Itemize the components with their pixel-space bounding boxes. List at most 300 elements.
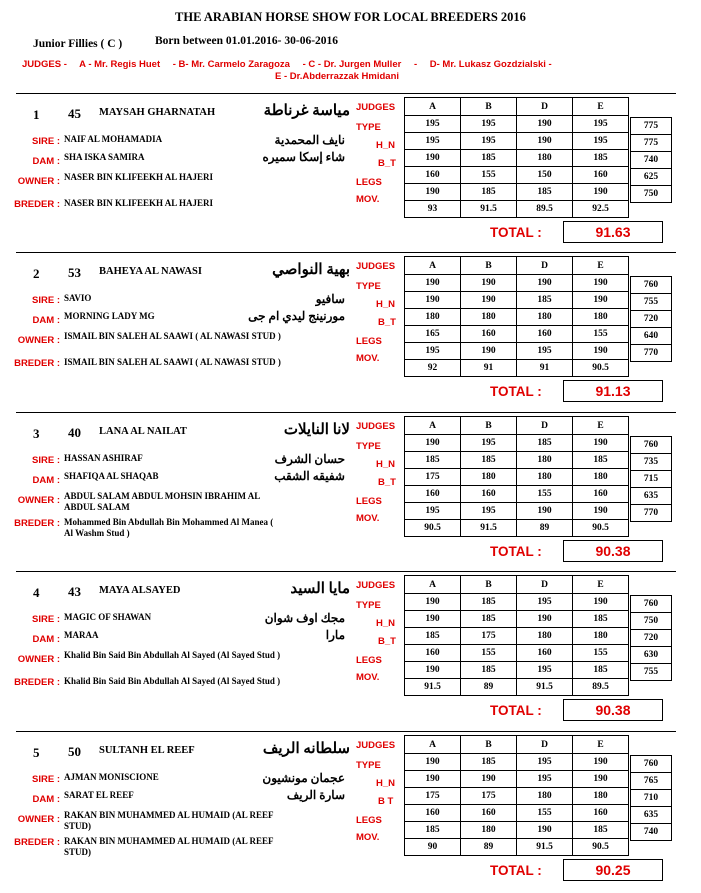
row-total-cell: 770 bbox=[631, 345, 672, 362]
owner-value: RAKAN BIN MUHAMMED AL HUMAID (AL REEF STUD) bbox=[64, 810, 274, 831]
sire-arabic: مجك اوف شوان bbox=[264, 611, 345, 625]
breeder-label: BREDER : bbox=[14, 518, 60, 529]
score-cell: 185 bbox=[517, 292, 573, 309]
row-totals bbox=[630, 117, 672, 203]
bt-label: B_T bbox=[378, 158, 396, 169]
sire-label: SIRE : bbox=[32, 295, 60, 306]
owner-value: NASER BIN KLIFEEKH AL HAJERI bbox=[64, 172, 214, 182]
average-cell: 91.5 bbox=[405, 679, 461, 696]
judge-column-header: E bbox=[573, 257, 629, 275]
score-cell: 160 bbox=[517, 645, 573, 662]
average-cell: 89.5 bbox=[573, 679, 629, 696]
score-row bbox=[405, 788, 629, 805]
score-cell: 185 bbox=[461, 184, 517, 201]
row-total-cell: 760 bbox=[631, 277, 672, 294]
row-total-cell: 710 bbox=[631, 790, 672, 807]
score-cell: 180 bbox=[517, 452, 573, 469]
type-label: TYPE bbox=[356, 122, 381, 133]
row-total-cell: 760 bbox=[631, 596, 672, 613]
score-cell: 185 bbox=[573, 611, 629, 628]
breeder-label: BREDER : bbox=[14, 677, 60, 688]
score-cell: 195 bbox=[461, 133, 517, 150]
row-total bbox=[631, 345, 672, 362]
judge-column-header: E bbox=[573, 576, 629, 594]
type-label: TYPE bbox=[356, 760, 381, 771]
score-cell: 190 bbox=[517, 503, 573, 520]
entry-1 bbox=[0, 95, 701, 255]
mov-label: MOV. bbox=[356, 672, 380, 683]
average-cell: 92 bbox=[405, 360, 461, 377]
score-cell: 195 bbox=[517, 662, 573, 679]
row-total-cell: 755 bbox=[631, 294, 672, 311]
row-total bbox=[631, 756, 672, 773]
score-row bbox=[405, 662, 629, 679]
entry-divider bbox=[16, 93, 676, 94]
score-cell: 160 bbox=[405, 486, 461, 503]
row-total-cell: 765 bbox=[631, 773, 672, 790]
score-cell: 185 bbox=[573, 662, 629, 679]
owner-value: Khalid Bin Said Bin Abdullah Al Sayed (Al Sayed Stud ) bbox=[64, 650, 281, 660]
score-cell: 180 bbox=[573, 788, 629, 805]
born-range: Born between 01.01.2016- 30-06-2016 bbox=[155, 35, 339, 47]
breeder-label: BREDER : bbox=[14, 837, 60, 848]
rank: 3 bbox=[33, 426, 40, 441]
dam-value: MARAA bbox=[64, 630, 99, 640]
rank: 5 bbox=[33, 745, 40, 760]
average-cell: 90.5 bbox=[405, 520, 461, 537]
judge-column-header: E bbox=[573, 736, 629, 754]
legs-label: LEGS bbox=[356, 815, 382, 826]
average-cell: 89 bbox=[517, 520, 573, 537]
score-row bbox=[405, 469, 629, 486]
owner-label: OWNER : bbox=[17, 176, 60, 187]
score-cell: 160 bbox=[461, 805, 517, 822]
hn-label: H_N bbox=[376, 459, 396, 470]
score-cell: 190 bbox=[573, 435, 629, 452]
sire-value: MAGIC OF SHAWAN bbox=[64, 612, 152, 622]
score-row bbox=[405, 452, 629, 469]
sire-value: NAIF AL MOHAMADIA bbox=[64, 134, 163, 144]
type-label: TYPE bbox=[356, 600, 381, 611]
score-table bbox=[404, 575, 629, 696]
score-row bbox=[405, 150, 629, 167]
row-total-cell: 640 bbox=[631, 328, 672, 345]
score-cell: 180 bbox=[517, 469, 573, 486]
score-cell: 190 bbox=[573, 771, 629, 788]
score-cell: 180 bbox=[573, 628, 629, 645]
sire-arabic: نايف المحمدية bbox=[274, 133, 345, 147]
score-cell: 195 bbox=[517, 594, 573, 611]
score-cell: 190 bbox=[573, 343, 629, 360]
score-cell: 185 bbox=[517, 435, 573, 452]
hn-label: H_N bbox=[376, 299, 396, 310]
score-cell: 190 bbox=[573, 275, 629, 292]
hn-label: H_N bbox=[376, 140, 396, 151]
score-cell: 150 bbox=[517, 167, 573, 184]
row-total-cell: 760 bbox=[631, 756, 672, 773]
row-total bbox=[631, 169, 672, 186]
row-total bbox=[631, 505, 672, 522]
breeder-value: Mohammed Bin Abdullah Bin Mohammed Al Manea ( Al Washm Stud ) bbox=[64, 517, 274, 538]
score-cell: 190 bbox=[405, 292, 461, 309]
score-cell: 180 bbox=[461, 309, 517, 326]
row-total-cell: 740 bbox=[631, 824, 672, 841]
score-cell: 190 bbox=[573, 184, 629, 201]
score-cell: 190 bbox=[405, 435, 461, 452]
score-cell: 190 bbox=[405, 771, 461, 788]
score-row bbox=[405, 133, 629, 150]
judge-column-header: E bbox=[573, 417, 629, 435]
sire-value: HASSAN ASHIRAF bbox=[64, 453, 143, 463]
row-total-cell: 630 bbox=[631, 647, 672, 664]
score-cell: 185 bbox=[517, 184, 573, 201]
legs-label: LEGS bbox=[356, 336, 382, 347]
catalog-number: 43 bbox=[68, 584, 81, 599]
row-total-cell: 735 bbox=[631, 454, 672, 471]
mov-label: MOV. bbox=[356, 194, 380, 205]
score-cell: 160 bbox=[461, 326, 517, 343]
judge-column-header: D bbox=[517, 736, 573, 754]
row-total bbox=[631, 488, 672, 505]
judge-column-header: D bbox=[517, 98, 573, 116]
judge-c: - C - Dr. Jurgen Muller bbox=[302, 59, 402, 70]
horse-name: SULTANH EL REEF bbox=[99, 745, 195, 756]
score-cell: 180 bbox=[461, 822, 517, 839]
score-row bbox=[405, 645, 629, 662]
average-cell: 91.5 bbox=[461, 201, 517, 218]
total-label: TOTAL : bbox=[490, 863, 542, 878]
legs-label: LEGS bbox=[356, 177, 382, 188]
owner-value: ABDUL SALAM ABDUL MOHSIN IBRAHIM AL ABDUL SALAM bbox=[64, 491, 260, 512]
sire-arabic: سافيو bbox=[315, 292, 345, 306]
score-row bbox=[405, 822, 629, 839]
score-cell: 190 bbox=[405, 150, 461, 167]
bt-label: B_T bbox=[378, 636, 396, 647]
breeder-label: BREDER : bbox=[14, 199, 60, 210]
dam-arabic: شاء إسكا سميره bbox=[262, 150, 345, 164]
breeder-value: RAKAN BIN MUHAMMED AL HUMAID (AL REEF STUD) bbox=[64, 836, 274, 857]
score-row bbox=[405, 326, 629, 343]
breeder-value: NASER BIN KLIFEEKH AL HAJERI bbox=[64, 198, 214, 208]
row-total-cell: 635 bbox=[631, 488, 672, 505]
score-cell: 190 bbox=[517, 275, 573, 292]
score-cell: 185 bbox=[573, 452, 629, 469]
row-total-cell: 750 bbox=[631, 186, 672, 203]
owner-label: OWNER : bbox=[17, 814, 60, 825]
row-total-cell: 760 bbox=[631, 437, 672, 454]
total-label: TOTAL : bbox=[490, 384, 542, 399]
score-cell: 180 bbox=[517, 309, 573, 326]
judge-column-header: B bbox=[461, 736, 517, 754]
row-total bbox=[631, 437, 672, 454]
score-cell: 190 bbox=[517, 822, 573, 839]
score-header-row bbox=[405, 417, 629, 435]
dam-arabic: شفيقه الشقب bbox=[274, 469, 345, 483]
sire-arabic: عجمان مونشيون bbox=[262, 771, 345, 785]
judge-column-header: D bbox=[517, 257, 573, 275]
horse-name-arabic: مايا السيد bbox=[290, 581, 350, 597]
score-row bbox=[405, 184, 629, 201]
average-cell: 91.5 bbox=[461, 520, 517, 537]
judges-label: JUDGES bbox=[356, 261, 396, 272]
average-cell: 90.5 bbox=[573, 520, 629, 537]
page-title: THE ARABIAN HORSE SHOW FOR LOCAL BREEDERS 2016 bbox=[175, 10, 526, 24]
row-totals bbox=[630, 276, 672, 362]
score-cell: 155 bbox=[573, 645, 629, 662]
dam-label: DAM : bbox=[32, 475, 60, 486]
score-cell: 190 bbox=[405, 611, 461, 628]
score-cell: 185 bbox=[461, 754, 517, 771]
total-score: 91.63 bbox=[563, 221, 663, 243]
score-row bbox=[405, 594, 629, 611]
owner-label: OWNER : bbox=[17, 495, 60, 506]
total-label: TOTAL : bbox=[490, 703, 542, 718]
horse-name-arabic: مياسة غرناطة bbox=[263, 103, 350, 119]
sire-label: SIRE : bbox=[32, 136, 60, 147]
dam-arabic: مارا bbox=[325, 628, 345, 642]
judge-d: D- Mr. Lukasz Gozdzialski - bbox=[429, 59, 552, 70]
score-cell: 185 bbox=[573, 150, 629, 167]
breeder-value: ISMAIL BIN SALEH AL SAAWI ( AL NAWASI STUD ) bbox=[64, 357, 281, 367]
score-cell: 190 bbox=[405, 184, 461, 201]
judge-column-header: B bbox=[461, 98, 517, 116]
row-total bbox=[631, 824, 672, 841]
type-label: TYPE bbox=[356, 281, 381, 292]
score-cell: 185 bbox=[405, 822, 461, 839]
dam-value: MORNING LADY MG bbox=[64, 311, 155, 321]
score-cell: 185 bbox=[461, 611, 517, 628]
average-cell: 91 bbox=[517, 360, 573, 377]
average-row bbox=[405, 839, 629, 856]
score-cell: 160 bbox=[405, 167, 461, 184]
score-cell: 160 bbox=[405, 805, 461, 822]
score-row bbox=[405, 167, 629, 184]
entry-4 bbox=[0, 573, 701, 733]
bt-label: B_T bbox=[378, 317, 396, 328]
row-total-cell: 775 bbox=[631, 135, 672, 152]
score-row bbox=[405, 435, 629, 452]
score-table bbox=[404, 735, 629, 856]
entry-5 bbox=[0, 733, 701, 893]
row-totals bbox=[630, 436, 672, 522]
judges-label: JUDGES bbox=[356, 580, 396, 591]
score-header-row bbox=[405, 98, 629, 116]
hn-label: H_N bbox=[376, 778, 396, 789]
average-row bbox=[405, 360, 629, 377]
mov-label: MOV. bbox=[356, 832, 380, 843]
judge-column-header: A bbox=[405, 98, 461, 116]
sire-value: AJMAN MONISCIONE bbox=[64, 772, 159, 782]
sire-label: SIRE : bbox=[32, 455, 60, 466]
row-totals bbox=[630, 755, 672, 841]
row-total bbox=[631, 647, 672, 664]
entry-divider bbox=[16, 252, 676, 253]
score-row bbox=[405, 754, 629, 771]
score-row bbox=[405, 805, 629, 822]
bt-label: B T bbox=[378, 796, 394, 807]
score-cell: 175 bbox=[405, 469, 461, 486]
score-cell: 175 bbox=[405, 788, 461, 805]
sire-value: SAVIO bbox=[64, 293, 92, 303]
owner-label: OWNER : bbox=[17, 335, 60, 346]
score-cell: 190 bbox=[405, 754, 461, 771]
bt-label: B_T bbox=[378, 477, 396, 488]
average-row bbox=[405, 520, 629, 537]
entry-divider bbox=[16, 571, 676, 572]
row-total-cell: 625 bbox=[631, 169, 672, 186]
score-row bbox=[405, 771, 629, 788]
score-cell: 185 bbox=[405, 628, 461, 645]
score-cell: 190 bbox=[517, 116, 573, 133]
judge-column-header: E bbox=[573, 98, 629, 116]
row-total bbox=[631, 186, 672, 203]
judge-column-header: A bbox=[405, 576, 461, 594]
score-cell: 155 bbox=[573, 326, 629, 343]
score-row bbox=[405, 116, 629, 133]
dam-label: DAM : bbox=[32, 794, 60, 805]
score-cell: 190 bbox=[461, 771, 517, 788]
total-score: 90.25 bbox=[563, 859, 663, 881]
row-total-cell: 755 bbox=[631, 664, 672, 681]
horse-name-arabic: لانا النايلات bbox=[283, 422, 350, 438]
row-total bbox=[631, 471, 672, 488]
judges-prefix: JUDGES - bbox=[22, 59, 67, 70]
score-cell: 175 bbox=[461, 788, 517, 805]
score-cell: 195 bbox=[461, 503, 517, 520]
score-cell: 155 bbox=[517, 805, 573, 822]
average-cell: 90.5 bbox=[573, 839, 629, 856]
owner-value: ISMAIL BIN SALEH AL SAAWI ( AL NAWASI STUD ) bbox=[64, 331, 281, 341]
judge-column-header: B bbox=[461, 257, 517, 275]
score-cell: 190 bbox=[573, 754, 629, 771]
rank: 1 bbox=[33, 107, 40, 122]
score-cell: 190 bbox=[405, 275, 461, 292]
score-row bbox=[405, 628, 629, 645]
judges-list bbox=[22, 59, 662, 83]
score-row bbox=[405, 275, 629, 292]
row-total bbox=[631, 773, 672, 790]
sire-label: SIRE : bbox=[32, 614, 60, 625]
score-table bbox=[404, 97, 629, 218]
row-total-cell: 770 bbox=[631, 505, 672, 522]
row-total bbox=[631, 613, 672, 630]
row-total bbox=[631, 596, 672, 613]
judge-column-header: A bbox=[405, 417, 461, 435]
average-cell: 93 bbox=[405, 201, 461, 218]
score-table bbox=[404, 416, 629, 537]
average-row bbox=[405, 201, 629, 218]
judges-label: JUDGES bbox=[356, 740, 396, 751]
score-cell: 155 bbox=[461, 167, 517, 184]
class-name: Junior Fillies ( C ) bbox=[33, 38, 123, 50]
row-total bbox=[631, 807, 672, 824]
total-score: 90.38 bbox=[563, 540, 663, 562]
row-total-cell: 775 bbox=[631, 118, 672, 135]
average-cell: 89 bbox=[461, 839, 517, 856]
score-row bbox=[405, 343, 629, 360]
average-cell: 90.5 bbox=[573, 360, 629, 377]
judges-dash: - bbox=[413, 59, 418, 70]
score-cell: 160 bbox=[573, 486, 629, 503]
row-total-cell: 635 bbox=[631, 807, 672, 824]
type-label: TYPE bbox=[356, 441, 381, 452]
legs-label: LEGS bbox=[356, 655, 382, 666]
horse-name: MAYSAH GHARNATAH bbox=[99, 107, 216, 118]
catalog-number: 53 bbox=[68, 265, 81, 280]
score-cell: 180 bbox=[573, 469, 629, 486]
row-total bbox=[631, 328, 672, 345]
judge-column-header: B bbox=[461, 417, 517, 435]
score-cell: 190 bbox=[517, 133, 573, 150]
score-cell: 160 bbox=[461, 486, 517, 503]
score-header-row bbox=[405, 576, 629, 594]
judge-column-header: D bbox=[517, 417, 573, 435]
score-cell: 160 bbox=[573, 805, 629, 822]
score-cell: 195 bbox=[461, 435, 517, 452]
entry-divider bbox=[16, 731, 676, 732]
score-cell: 190 bbox=[517, 611, 573, 628]
score-cell: 160 bbox=[517, 326, 573, 343]
score-cell: 155 bbox=[461, 645, 517, 662]
owner-label: OWNER : bbox=[17, 654, 60, 665]
score-cell: 160 bbox=[405, 645, 461, 662]
score-table bbox=[404, 256, 629, 377]
dam-value: SARAT EL REEF bbox=[64, 790, 134, 800]
dam-arabic: مورنينج ليدي ام جى bbox=[248, 309, 345, 323]
average-cell: 91.5 bbox=[517, 679, 573, 696]
rank: 4 bbox=[33, 585, 40, 600]
score-cell: 190 bbox=[573, 292, 629, 309]
score-cell: 190 bbox=[573, 594, 629, 611]
score-cell: 195 bbox=[517, 754, 573, 771]
score-row bbox=[405, 611, 629, 628]
dam-label: DAM : bbox=[32, 156, 60, 167]
dam-value: SHA ISKA SAMIRA bbox=[64, 152, 145, 162]
score-cell: 185 bbox=[461, 150, 517, 167]
row-total-cell: 750 bbox=[631, 613, 672, 630]
total-label: TOTAL : bbox=[490, 544, 542, 559]
horse-name: LANA AL NAILAT bbox=[99, 426, 187, 437]
score-cell: 195 bbox=[573, 133, 629, 150]
score-cell: 190 bbox=[461, 275, 517, 292]
average-cell: 91.5 bbox=[517, 839, 573, 856]
average-cell: 89 bbox=[461, 679, 517, 696]
score-row bbox=[405, 503, 629, 520]
judge-e: E - Dr.Abderrazzak Hmidani bbox=[274, 71, 400, 82]
row-total-cell: 715 bbox=[631, 471, 672, 488]
score-cell: 190 bbox=[573, 503, 629, 520]
score-cell: 165 bbox=[405, 326, 461, 343]
row-total bbox=[631, 664, 672, 681]
score-cell: 190 bbox=[461, 292, 517, 309]
score-row bbox=[405, 292, 629, 309]
rank: 2 bbox=[33, 266, 40, 281]
entry-3 bbox=[0, 414, 701, 574]
average-cell: 91 bbox=[461, 360, 517, 377]
row-total bbox=[631, 294, 672, 311]
score-row bbox=[405, 309, 629, 326]
score-cell: 180 bbox=[573, 309, 629, 326]
score-cell: 180 bbox=[461, 469, 517, 486]
judge-column-header: D bbox=[517, 576, 573, 594]
row-total-cell: 720 bbox=[631, 311, 672, 328]
catalog-number: 45 bbox=[68, 106, 81, 121]
score-cell: 195 bbox=[461, 116, 517, 133]
legs-label: LEGS bbox=[356, 496, 382, 507]
horse-name-arabic: بهية النواصي bbox=[272, 262, 350, 278]
judge-column-header: A bbox=[405, 736, 461, 754]
dam-value: SHAFIQA AL SHAQAB bbox=[64, 471, 159, 481]
